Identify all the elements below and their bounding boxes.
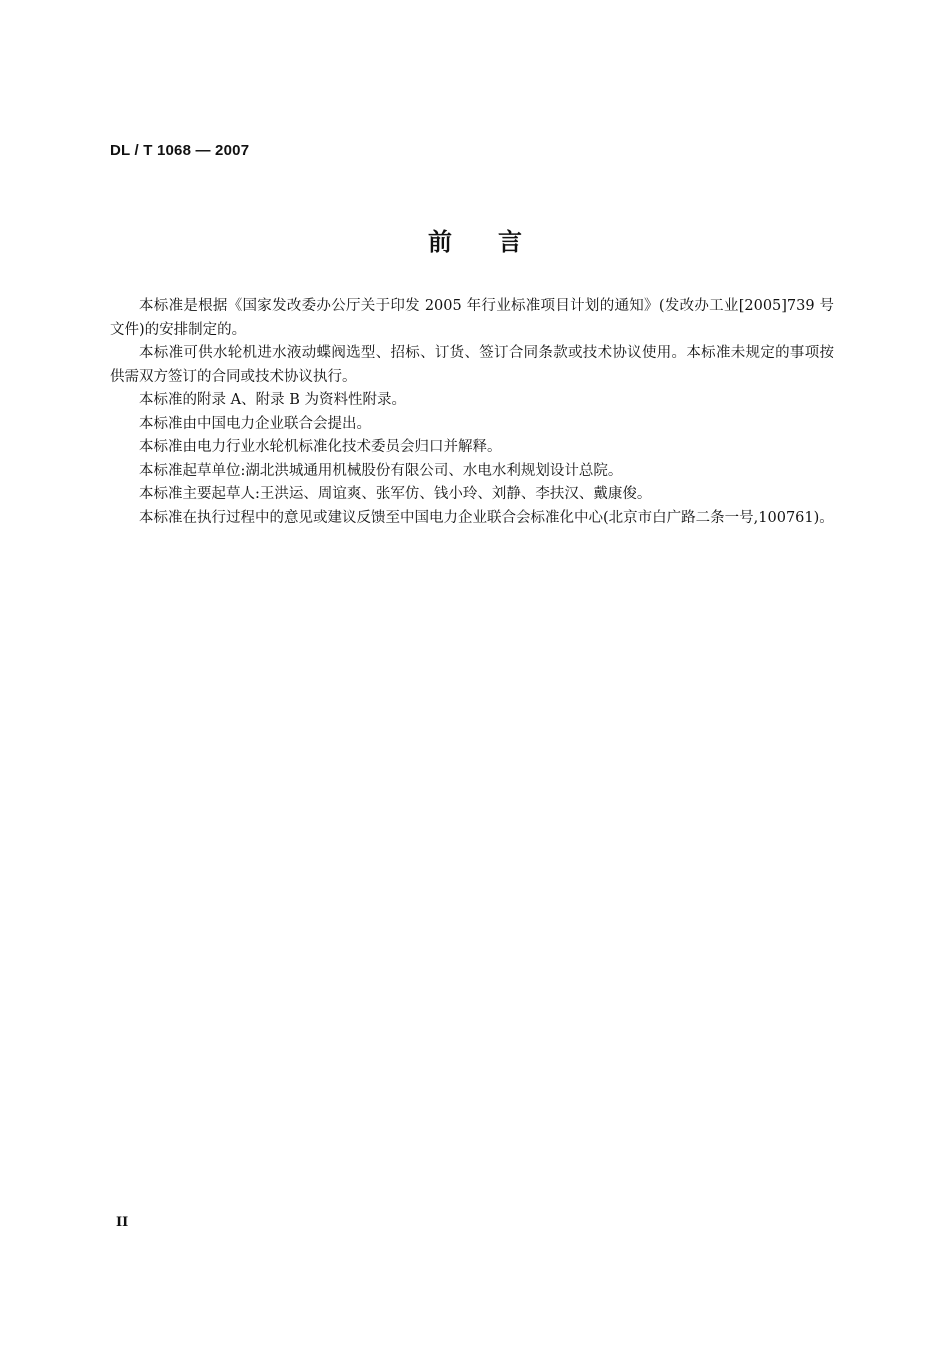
paragraph-appendix: 本标准的附录 A、附录 B 为资料性附录。 bbox=[139, 392, 406, 408]
paragraph-drafters: 本标准主要起草人:王洪运、周谊爽、张军仿、钱小玲、刘静、李扶汉、戴康俊。 bbox=[139, 486, 652, 502]
paragraph-proposer: 本标准由中国电力企业联合会提出。 bbox=[139, 415, 371, 432]
document-code: DL / T 1068 — 2007 bbox=[110, 142, 250, 159]
paragraph-responsible: 本标准由电力行业水轮机标准化技术委员会归口并解释。 bbox=[139, 439, 502, 455]
paragraph-feedback: 本标准在执行过程中的意见或建议反馈至中国电力企业联合会标准化中心(北京市白广路二条一号,100761)。 bbox=[139, 509, 834, 526]
paragraph-basis: 本标准是根据《国家发改委办公厅关于印发 2005 年行业标准项目计划的通知》(发改办工业[2005]739 号文件)的安排制定的。 bbox=[110, 298, 834, 338]
foreword-body bbox=[110, 295, 834, 530]
page-number: II bbox=[116, 1215, 129, 1230]
paragraph-drafting-units: 本标准起草单位:湖北洪城通用机械股份有限公司、水电水利规划设计总院。 bbox=[139, 462, 623, 479]
page-title: 前言 bbox=[428, 228, 568, 256]
paragraph-scope: 本标准可供水轮机进水液动蝶阀选型、招标、订货、签订合同条款或技术协议使用。本标准未规定的事项按供需双方签订的合同或技术协议执行。 bbox=[110, 345, 834, 385]
